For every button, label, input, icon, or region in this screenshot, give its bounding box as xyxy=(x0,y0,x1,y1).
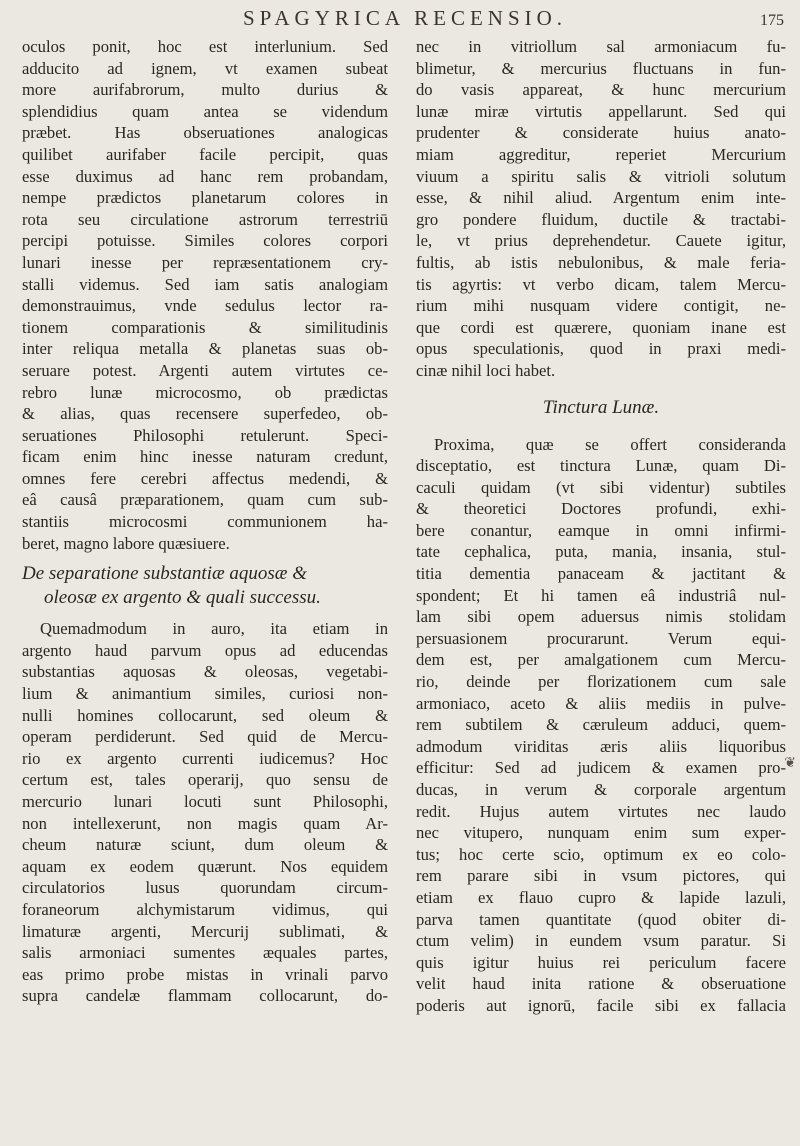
text-line: redit. Hujus autem virtutes nec laudo xyxy=(416,801,786,821)
text-line: rium mihi nusquam videre contigit, ne- xyxy=(416,296,786,316)
text-line: foraneorum alchymistarum vidimus, qui xyxy=(22,899,388,919)
text-line: persuasionem procurarunt. Verum equi- xyxy=(416,628,786,648)
text-line: tus; hoc certe scio, optimum ex eo colo- xyxy=(416,844,786,864)
text-line: more aurifabrorum, multo durius & xyxy=(22,80,388,100)
text-line: disceptatio, est tinctura Lunæ, quam Di- xyxy=(416,456,786,476)
text-line: nec vitupero, nunquam enim sum exper- xyxy=(416,823,786,843)
text-line: & theoretici Doctores profundi, exhi- xyxy=(416,499,786,519)
running-head: SPAGYRICA RECENSIO. xyxy=(242,6,568,30)
page-number: 175 xyxy=(760,12,784,29)
text-line: quis igitur huius rei periculum facere xyxy=(416,952,786,972)
text-line: inter reliqua metalla & planetas suas ob- xyxy=(22,339,388,359)
text-line: rio, deinde per florizationem cum sale xyxy=(416,672,786,692)
text-line: le, vt prius deprehendetur. Cauete igitur, xyxy=(416,231,786,251)
text-line: cinæ nihil loci habet. xyxy=(416,360,556,380)
text-line: rem subtilem & cæruleum adduci, quem- xyxy=(416,715,786,735)
text-line: fultis, ab istis nebulonibus, & male feria- xyxy=(416,252,786,272)
text-line: oculos ponit, hoc est interlunium. Sed xyxy=(22,37,388,56)
text-line: substantias aquosas & oleosas, vegetabi- xyxy=(22,662,388,682)
right-paragraph-1 xyxy=(416,36,786,382)
section-heading-separatione xyxy=(22,562,388,610)
text-line: seruationes Philosophi retulerunt. Speci- xyxy=(22,425,388,445)
text-line: lam sibi opem aduersus nimis stolidam xyxy=(416,607,786,627)
text-line: ficam enim hinc inesse naturam credunt, xyxy=(22,447,388,467)
text-line: que cordi est quærere, quoniam inane est xyxy=(416,317,786,337)
text-line: demonstrauimus, vnde sedulus lector ra- xyxy=(22,296,388,316)
text-line: limaturæ argenti, Mercurij sublimati, & xyxy=(22,921,388,941)
text-line: blimetur, & mercurius fluctuans in fun- xyxy=(416,58,786,78)
marginal-ornament-icon: ❦ xyxy=(784,755,796,771)
text-line: caculi quidam (vt sibi videntur) subtiles xyxy=(416,477,786,497)
text-line: operam perdiderunt. Sed quid de Mercu- xyxy=(22,727,388,747)
text-line: parva tamen quantitate (quod obiter di- xyxy=(416,909,786,929)
text-line: nempe prædictos planetarum colores in xyxy=(22,188,388,208)
text-line: & alias, quas recensere superfedeo, ob- xyxy=(22,404,388,424)
text-line: velit haud inita ratione & obseruatione xyxy=(416,974,786,994)
section-heading-line: oleosæ ex argento & quali successu. xyxy=(44,587,321,609)
text-line: certum est, tales operarij, quo sensu de xyxy=(22,770,388,790)
text-line: ctum velim) in eundem vsum paratur. Si xyxy=(416,931,786,951)
right-paragraph-2 xyxy=(416,434,786,1017)
left-paragraph-1 xyxy=(22,36,388,554)
text-line: præbet. Has obseruationes analogicas xyxy=(22,123,388,143)
text-line: ducas, in verum & corporale argentum xyxy=(416,780,786,799)
text-line: stalli videmus. Sed iam satis analogiam xyxy=(22,274,388,294)
text-line: eas primo probe mistas in vrinali parvo xyxy=(22,964,388,984)
text-line: tate cephalica, puta, mania, insania, stul- xyxy=(416,542,786,562)
text-line: Quemadmodum in auro, ita etiam in xyxy=(40,619,388,639)
text-line: aquam ex eodem quærunt. Nos equidem xyxy=(22,856,388,876)
text-line: lunari inesse per repræsentationem cry- xyxy=(22,252,388,272)
text-line: tis agyrtis: vt verbo dicam, talem Mercu- xyxy=(416,274,786,294)
text-line: rebro lunæ microcosmo, ob prædictas xyxy=(22,382,388,402)
text-line: argento haud parvum opus ad educendas xyxy=(22,640,388,660)
text-line: beret, magno labore quæsiuere. xyxy=(22,533,230,553)
text-line: splendidius quam antea se videndum xyxy=(22,101,388,121)
right-column xyxy=(416,36,786,1017)
text-line: quilibet aurifaber facile percipit, quas xyxy=(22,144,388,164)
left-column xyxy=(22,36,388,1007)
text-line: opus speculationis, quod in praxi medi- xyxy=(416,339,786,359)
text-line: etiam ex flauo cupro & lapide lazuli, xyxy=(416,887,786,907)
text-line: percipi potuisse. Similes colores corpori xyxy=(22,231,388,251)
text-line: miam aggreditur, reperiet Mercurium xyxy=(416,144,786,164)
text-line: do vasis appareat, & hunc mercurium xyxy=(416,80,786,100)
text-line: non intellexerunt, non magis quam Ar- xyxy=(22,813,388,833)
text-line: nulli homines collocarunt, sed oleum & xyxy=(22,705,388,725)
text-line: lium & animantium similes, curiosi non- xyxy=(22,684,388,704)
text-line: lunæ miræ virtutis appellarunt. Sed qui xyxy=(416,101,786,121)
text-line: esse duximus ad hanc rem probandam, xyxy=(22,166,388,186)
text-line: eâ causâ præparationem, quam cum sub- xyxy=(22,490,388,510)
section-heading-line: De separatione substantiæ aquosæ & xyxy=(22,563,308,585)
text-line: seruare potest. Argenti autem virtutes ce- xyxy=(22,360,388,380)
text-line: supra candelæ flammam collocarunt, do- xyxy=(22,986,388,1006)
text-line: tionem comparationis & similitudinis xyxy=(22,317,388,337)
text-line: omnes fere cerebri affectus medendi, & xyxy=(22,468,388,488)
text-line: efficitur: Sed ad judicem & examen pro- xyxy=(416,758,786,778)
text-line: spondent; Et hi tamen eâ industriâ nul- xyxy=(416,585,786,605)
text-line: rio ex argento currenti iudicemus? Hoc xyxy=(22,748,388,768)
text-line: nec in vitriollum sal armoniacum fu- xyxy=(416,37,786,56)
text-line: stantiis microcosmi communionem ha- xyxy=(22,512,388,532)
text-line: esse, & nihil aliud. Argentum enim inte- xyxy=(416,188,786,208)
text-line: gro pondere fluidum, ductile & tractabi- xyxy=(416,209,786,229)
text-line: dem est, per amalgationem cum Mercu- xyxy=(416,650,786,670)
text-line: rota seu circulatione astrorum terrestriū xyxy=(22,209,388,229)
text-line: titia dementia panaceam & jactitant & xyxy=(416,564,786,584)
text-line: armoniaco, aceto & aliis mediis in pulve- xyxy=(416,693,786,713)
text-line: adducito ad ignem, vt examen subeat xyxy=(22,58,388,78)
text-line: circulatorios lusus quorundam circum- xyxy=(22,878,388,898)
text-line: rem parare sibi in vsum pictores, qui xyxy=(416,866,786,886)
text-line: admodum viriditas æris aliis liquoribus xyxy=(416,736,786,756)
text-line: mercurio lunari locuti sunt Philosophi, xyxy=(22,792,388,811)
text-line: salis armoniaci sumentes æquales partes, xyxy=(22,943,388,963)
text-line: cheum naturæ sciunt, dum oleum & xyxy=(22,835,388,855)
section-heading-tinctura: Tinctura Lunæ. xyxy=(542,396,660,418)
text-line: poderis aut ignorū, facile sibi ex fallacia xyxy=(416,995,786,1015)
text-line: Proxima, quæ se offert consideranda xyxy=(434,434,786,454)
text-line: prudenter & considerate huius anato- xyxy=(416,123,786,143)
text-line: viuum a spiritu salis & vitrioli solutum xyxy=(416,166,786,186)
text-line: bere conantur, eamque in omni infirmi- xyxy=(416,520,786,540)
left-paragraph-2 xyxy=(22,618,388,1007)
